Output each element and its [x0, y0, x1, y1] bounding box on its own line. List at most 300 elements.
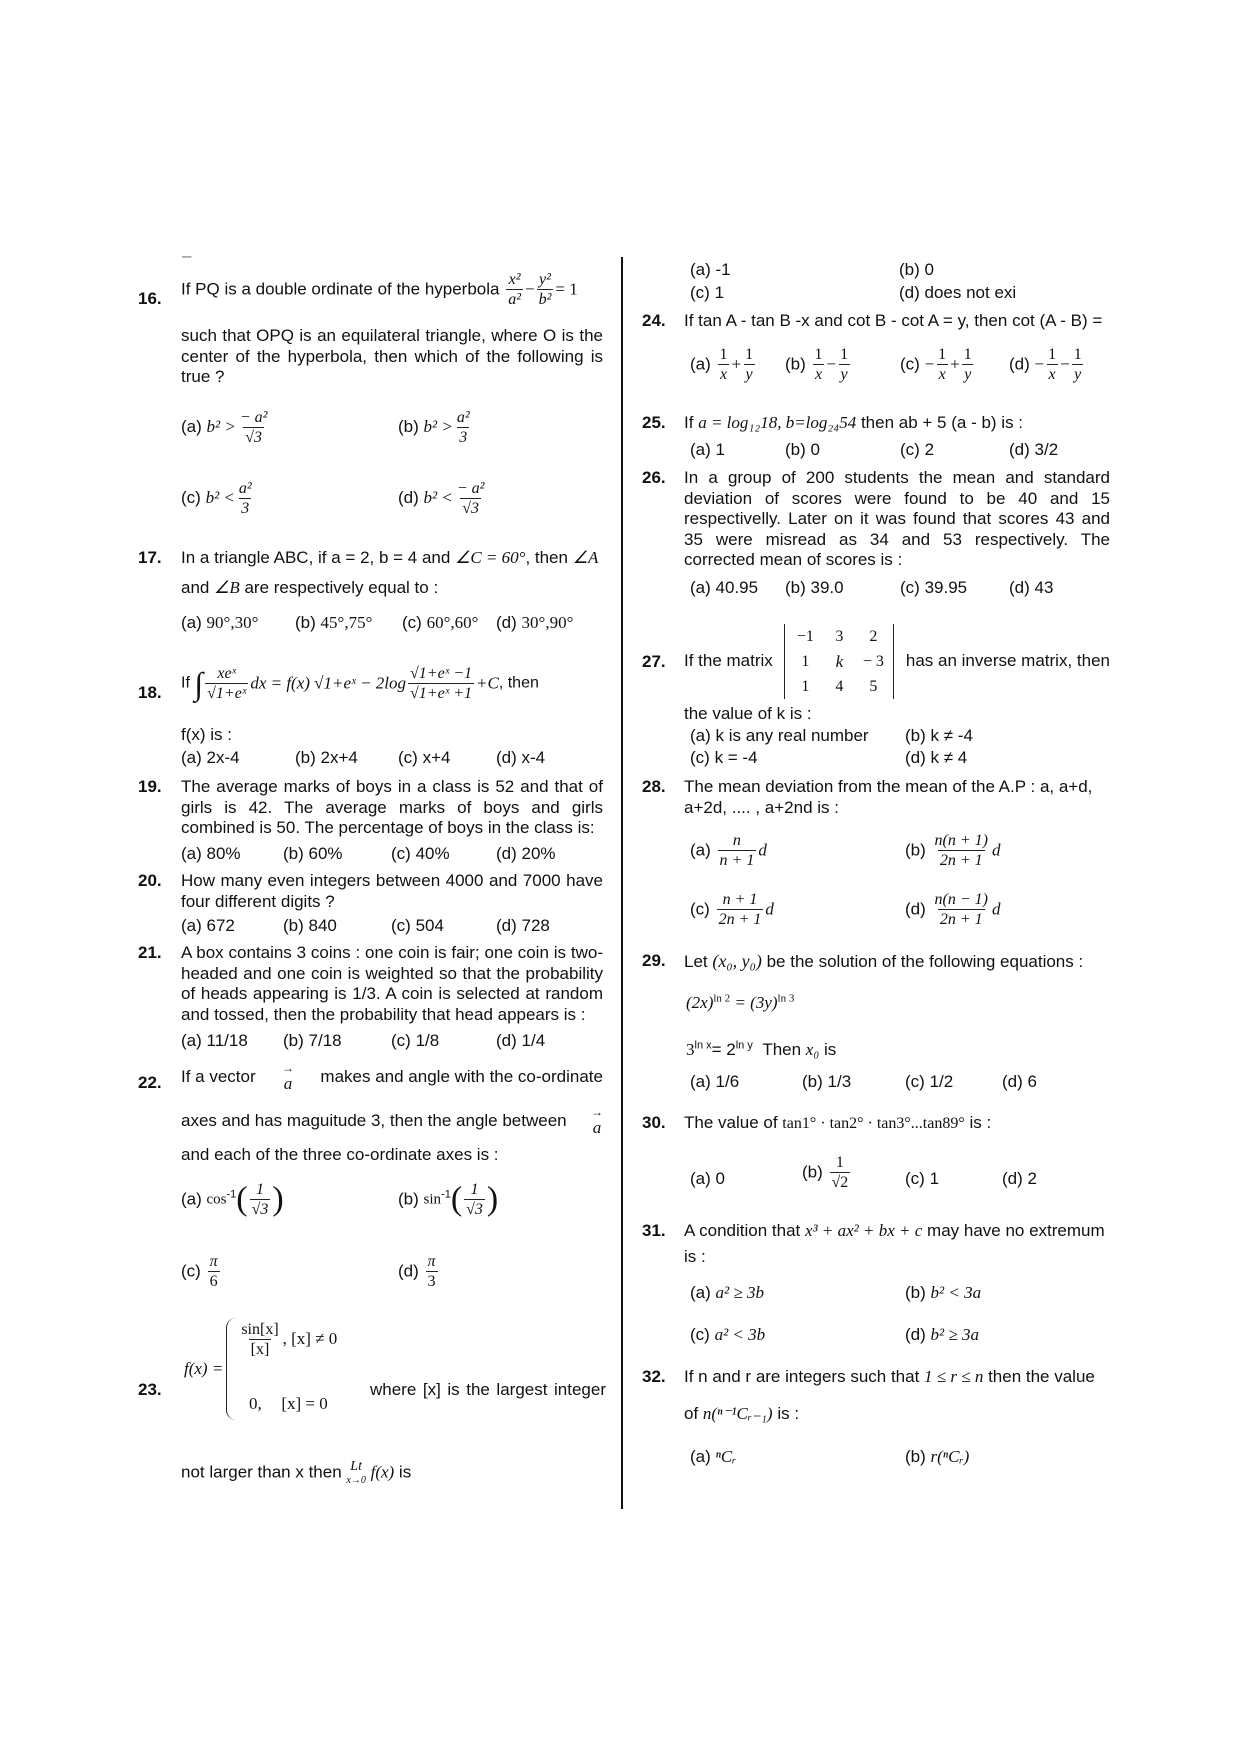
math-text: n(ⁿ⁻¹Cᵣ₋₁) [702, 1404, 773, 1423]
math-text: − [1034, 354, 1045, 374]
math-text: 40% [415, 844, 450, 863]
math-text: be the solution of the following equations : [766, 952, 1084, 971]
fraction-part [205, 664, 248, 703]
math-text: If a vector [181, 1067, 256, 1087]
fraction-part: x [938, 366, 946, 383]
option-b[interactable] [295, 748, 358, 769]
option-b[interactable] [802, 1153, 852, 1192]
math-text: is : [777, 1404, 800, 1423]
fraction-part [1072, 345, 1084, 384]
math-text: 5 [869, 677, 878, 695]
math-text: (b) [905, 1283, 926, 1302]
math-text: (c) [690, 748, 710, 767]
option-d[interactable] [1002, 1169, 1037, 1190]
question-number: 26. [642, 468, 666, 487]
fraction-part [838, 345, 850, 384]
math-text: (b) [283, 844, 304, 863]
fraction-part: 1 [1073, 346, 1082, 363]
math-text: 1 [715, 440, 725, 459]
fraction-part: √2 [831, 1174, 849, 1191]
option-a[interactable] [690, 726, 869, 747]
fraction [506, 270, 523, 309]
math-text: b² < 3a [930, 1283, 982, 1302]
math-text: (d) [398, 1261, 419, 1281]
math-text: is : [969, 1113, 992, 1132]
math-text: (b) [785, 354, 806, 374]
math-text: 3 [686, 1040, 695, 1059]
math-text: 60°,60° [426, 613, 479, 632]
math-text: 60% [308, 844, 343, 863]
math-text: (a) [181, 916, 202, 935]
math-text: k is any real number [715, 726, 869, 745]
question-text-continued [181, 578, 438, 599]
fraction-part [1046, 345, 1058, 384]
option-b[interactable] [905, 831, 1000, 870]
option-c[interactable] [690, 283, 724, 304]
math-text: k [835, 651, 844, 671]
piecewise-function [184, 1318, 337, 1420]
fraction-part: 1 [470, 1181, 479, 1198]
math-text: If n and r are integers such that [684, 1367, 920, 1386]
math-text: (b) [802, 1072, 823, 1091]
question-text [684, 619, 1110, 703]
fraction-part: n + 1 [719, 852, 755, 869]
option-a[interactable] [690, 1283, 764, 1304]
math-text: b² > [206, 416, 236, 436]
math-text: (c) [181, 1261, 201, 1281]
option-c[interactable] [690, 1325, 765, 1346]
question-text: In a group of 200 students the mean and standard deviation of scores were found to be 40 and 15 respectivelly. Later on it was found that scores 43 and 35 were misread as 34 and 53 respectively. The corrected mean of scores is : [684, 468, 1110, 569]
option-d[interactable] [496, 1031, 545, 1052]
question-text [684, 1113, 991, 1135]
math-text: 90°,30° [206, 613, 259, 632]
math-text: f(x) = [184, 1358, 224, 1378]
question-text-continued: is : [684, 1247, 706, 1266]
question-text [684, 413, 1023, 434]
math-text: Then [762, 1040, 802, 1059]
math-text: (d) [496, 1031, 517, 1050]
math-text: k ≠ 4 [930, 748, 968, 767]
math-text: (a) [690, 726, 711, 745]
math-text: 0 [810, 440, 820, 459]
math-text: −1 [796, 627, 814, 645]
fraction-part [239, 1320, 280, 1359]
fraction-part: x [1048, 366, 1056, 383]
math-text: 1 [929, 1169, 940, 1188]
fraction-part [718, 831, 757, 870]
question-number: 18. [138, 683, 162, 702]
math-text: (c) [900, 354, 920, 374]
math-text: +C [476, 673, 499, 693]
option-a[interactable] [690, 1169, 725, 1190]
math-text: (d) [496, 748, 517, 767]
question-number: 22. [138, 1073, 162, 1092]
fraction-part [962, 345, 974, 384]
math-text: (b) [295, 613, 316, 632]
math-text: (x₀, y₀) [712, 951, 762, 971]
option-a[interactable] [181, 844, 241, 865]
fraction [537, 270, 554, 309]
math-text: (b) [398, 1189, 419, 1209]
math-text: tan1° · tan2° · tan3°...tan89° [782, 1115, 965, 1132]
option-a[interactable] [181, 1180, 284, 1219]
math-text: 6 [1027, 1072, 1037, 1091]
option-b[interactable] [283, 844, 343, 865]
math-text: sin [423, 1191, 442, 1208]
fraction-part: − a² [239, 409, 268, 426]
math-text: a² < 3b [714, 1325, 766, 1344]
math-text: (b) [899, 260, 920, 279]
question-number: 31. [642, 1221, 666, 1240]
math-text: (c) [398, 748, 418, 767]
fraction-part: 1 [835, 1154, 844, 1171]
math-text: (c) [690, 283, 710, 302]
math-text: ) [486, 1180, 499, 1218]
math-text: (d) [496, 613, 517, 632]
fraction-part: x² [508, 271, 521, 288]
math-text: x₀ [805, 1040, 820, 1059]
math-text: 2 [924, 440, 935, 459]
fraction-part [830, 1153, 851, 1192]
math-text: (d) [1002, 1072, 1023, 1091]
question-number: 30. [642, 1113, 666, 1132]
fraction-part [718, 345, 730, 384]
math-text: x→0 [346, 1475, 366, 1486]
fraction-part: y [964, 366, 972, 383]
math-text: (b) [905, 1447, 926, 1466]
fraction-part [455, 408, 472, 447]
math-text: dx = f(x) √1+eˣ − 2log [250, 673, 407, 693]
math-text: 30°,90° [521, 613, 574, 632]
column-divider [621, 257, 623, 1509]
option-d[interactable] [398, 1252, 440, 1291]
question-number: 20. [138, 871, 162, 890]
fraction-part: [x] [250, 1341, 270, 1358]
math-text: (b) [905, 726, 926, 745]
question-number: 19. [138, 777, 162, 796]
option-c[interactable] [900, 345, 976, 384]
math-text: (b) [295, 748, 316, 767]
fraction-part: b² [538, 291, 552, 308]
fraction-part: 1 [745, 346, 754, 363]
math-text: 3/2 [1034, 440, 1059, 459]
option-c[interactable] [690, 890, 774, 929]
math-text: (a) [690, 260, 711, 279]
math-text: ∠B [214, 578, 240, 597]
math-text: 2x-4 [206, 748, 240, 767]
option-b[interactable] [398, 408, 474, 447]
math-text: (d) [496, 844, 517, 863]
fraction-part: 1 [719, 346, 728, 363]
question-text: where [x] is the largest integer [370, 1380, 606, 1399]
option-a[interactable] [690, 1447, 736, 1468]
option-d[interactable] [1009, 578, 1053, 599]
fraction-part: π [209, 1253, 218, 1270]
fraction-part [933, 831, 990, 870]
option-d[interactable] [496, 748, 545, 769]
option-b[interactable] [785, 345, 852, 384]
option-a[interactable] [690, 345, 757, 384]
option-b[interactable] [802, 1072, 851, 1093]
math-text: 0 [715, 1169, 725, 1188]
math-text: b² > [423, 416, 453, 436]
question-text-continued: the value of k is : [684, 704, 812, 723]
fraction-part: n + 1 [722, 891, 758, 908]
math-text: b² < [205, 487, 235, 507]
math-text: (b) [785, 440, 806, 459]
question-text [181, 548, 598, 569]
math-text: (c) [690, 1325, 710, 1344]
math-text: 3 [835, 627, 844, 645]
question-number: 25. [642, 413, 666, 432]
math-text: (d) [1009, 440, 1030, 459]
option-a[interactable] [690, 260, 731, 281]
math-text: → [282, 1061, 295, 1075]
math-text: 1 [714, 283, 725, 302]
math-text: is [824, 1040, 837, 1059]
limit [346, 1459, 365, 1487]
option-a[interactable] [690, 440, 725, 461]
math-text: − [924, 354, 935, 374]
fraction-part [250, 1180, 271, 1219]
math-text: (d) [1002, 1169, 1023, 1188]
fraction-part: √1+eˣ −1 [410, 665, 473, 682]
math-text: (a) [690, 1283, 711, 1302]
option-c[interactable] [391, 1031, 439, 1052]
text: If PQ is a double ordinate of the hyperbola [181, 279, 500, 299]
option-c[interactable] [690, 748, 758, 769]
option-d[interactable] [496, 916, 550, 937]
math-text: d [758, 840, 767, 860]
option-c[interactable] [391, 844, 450, 865]
option-a[interactable] [181, 916, 235, 937]
option-d[interactable] [905, 748, 967, 769]
fraction-part: 2n + 1 [718, 911, 762, 928]
math-text: d [991, 840, 1001, 860]
math-text: (c) [905, 1072, 925, 1091]
math-text: (d) [905, 1325, 926, 1344]
option-a[interactable] [181, 613, 258, 634]
math-text: 672 [206, 916, 235, 935]
math-text: does not exi [924, 283, 1017, 302]
option-b[interactable] [905, 726, 973, 747]
option-c[interactable] [900, 440, 934, 461]
math-text: and [181, 578, 210, 597]
math-text: d [765, 899, 774, 919]
fraction-part: n(n − 1) [934, 891, 988, 908]
option-d[interactable] [905, 1325, 979, 1346]
fraction-part: 1 [256, 1181, 265, 1198]
question-text-continued [684, 1404, 799, 1425]
option-c[interactable] [391, 916, 444, 937]
math-text: [x] = 0 [281, 1393, 328, 1413]
math-text: 1 [801, 677, 810, 695]
math-text: 728 [521, 916, 550, 935]
fraction-part: π [427, 1253, 436, 1270]
math-text: a [592, 1118, 602, 1137]
option-b[interactable] [283, 1031, 342, 1052]
math-text: x³ + ax² + bx + c [805, 1221, 923, 1240]
option-d[interactable] [496, 844, 556, 865]
question-text-continued [181, 1459, 411, 1487]
math-text: (d) [899, 283, 920, 302]
option-c[interactable] [398, 748, 450, 769]
fraction-part [936, 345, 948, 384]
option-b[interactable] [283, 916, 337, 937]
option-c[interactable] [900, 578, 967, 599]
matrix [784, 624, 894, 699]
fraction-part [426, 1252, 438, 1291]
fraction-part: 1 [1048, 346, 1057, 363]
math-text: A condition that [684, 1221, 801, 1240]
option-d[interactable] [1009, 345, 1086, 384]
math-text: + [950, 354, 960, 374]
math-text: b² < [423, 487, 453, 507]
option-d[interactable] [398, 479, 488, 518]
question-number: 23. [138, 1380, 162, 1399]
math-text: 2x+4 [320, 748, 358, 767]
option-a[interactable] [181, 748, 240, 769]
question-text [684, 951, 1083, 973]
option-c[interactable] [181, 479, 256, 518]
math-text: (a) [690, 840, 711, 860]
option-a[interactable] [690, 831, 767, 870]
math-text: x-4 [521, 748, 546, 767]
math-text: makes and angle with the co-ordinate [320, 1067, 603, 1087]
math-text: (c) [391, 916, 411, 935]
question-text [181, 270, 578, 309]
math-text: ( [236, 1180, 248, 1218]
question-number: 27. [642, 652, 666, 671]
fraction-part: 1 [840, 346, 849, 363]
fraction-part: √3 [462, 500, 480, 517]
option-c[interactable] [905, 1072, 953, 1093]
math-text: (d) [496, 916, 517, 935]
math-text: then ab + 5 (a - b) is : [860, 413, 1024, 432]
question-text-continued: and each of the three co-ordinate axes is : [181, 1145, 499, 1164]
option-d[interactable] [496, 613, 573, 634]
option-c[interactable] [402, 613, 478, 634]
option-a[interactable] [690, 1072, 739, 1093]
math-text: = (3y) [730, 993, 778, 1012]
math-text: 0, [248, 1393, 262, 1413]
question-number: 16. [138, 289, 162, 308]
vector-a [591, 1106, 603, 1137]
option-a[interactable] [690, 578, 758, 599]
fraction-part: n(n + 1) [934, 832, 988, 849]
math-text: (c) [181, 487, 201, 507]
math-text: b² ≥ 3a [930, 1325, 979, 1344]
math-text [237, 1394, 337, 1415]
math-text: of [684, 1404, 699, 1423]
math-text: 4 [835, 677, 844, 695]
math-text: 1 [801, 652, 810, 670]
math-text: ∠C = 60° [455, 548, 526, 567]
math-text: 1/8 [415, 1031, 440, 1050]
question-number: 17. [138, 548, 162, 567]
math-text: , then [525, 548, 568, 567]
fraction-part: √1+eˣ [207, 685, 247, 702]
math-text: 20% [521, 844, 556, 863]
option-b[interactable] [905, 1283, 981, 1304]
option-b[interactable] [295, 613, 372, 634]
math-text: In a triangle ABC, if a = 2, b = 4 and [181, 548, 451, 567]
math-text: → [591, 1105, 603, 1119]
fraction-part: √3 [251, 1201, 269, 1218]
option-a[interactable] [181, 1031, 248, 1052]
option-d[interactable] [905, 890, 1000, 929]
math-text: (d) [905, 748, 926, 767]
fraction-part: √3 [245, 429, 263, 446]
math-text: d [991, 899, 1001, 919]
math-text: axes and has maguitude 3, then the angle between [181, 1111, 567, 1131]
math-text: − 3 [862, 652, 884, 670]
math-text: cos [206, 1191, 227, 1208]
integral-sign: ∫ [194, 665, 204, 702]
math-text: ln 2 [713, 992, 731, 1005]
option-d[interactable] [899, 283, 1016, 304]
fraction-part [464, 1180, 485, 1219]
math-text: (b) [905, 840, 926, 860]
option-b[interactable] [785, 578, 844, 599]
math-text: 39.0 [810, 578, 844, 597]
math-text: (a) [690, 1072, 711, 1091]
question-text-continued: such that OPQ is an equilateral triangle, where O is the center of the hyperbola, then which of the following is true ? [181, 326, 603, 386]
fraction-part: 1 [814, 346, 823, 363]
math-text: a = log₁₂18, b=log₂₄54 [698, 413, 857, 432]
question-number: 21. [138, 943, 162, 962]
math-text: (a) [181, 844, 202, 863]
math-text: (c) [690, 899, 710, 919]
math-text: 1/3 [827, 1072, 852, 1091]
math-text: is [398, 1462, 412, 1482]
math-text: 11/18 [206, 1031, 248, 1050]
question-text-continued: f(x) is : [181, 725, 232, 744]
math-text: k ≠ -4 [930, 726, 973, 745]
math-text: 1 ≤ r ≤ n [924, 1367, 984, 1386]
math-text: (d) [905, 899, 926, 919]
question-text [181, 1062, 603, 1093]
fraction-part: y [745, 366, 753, 383]
math-text: 2 [1027, 1169, 1037, 1188]
math-text: , [x] ≠ 0 [282, 1328, 338, 1348]
option-b[interactable] [905, 1447, 969, 1468]
math-text: -1 [226, 1188, 237, 1201]
math-text: 504 [415, 916, 444, 935]
option-d[interactable] [1002, 1072, 1037, 1093]
fraction-part: y² [539, 271, 551, 288]
option-a[interactable] [181, 408, 271, 447]
math-text: not larger than x then [181, 1462, 342, 1482]
option-b[interactable] [899, 260, 934, 281]
fraction-part: − a² [456, 480, 485, 497]
fraction-part: a² [508, 291, 522, 308]
option-b[interactable] [398, 1180, 498, 1219]
option-b[interactable] [785, 440, 820, 461]
option-c[interactable] [905, 1169, 939, 1190]
math-text: If the matrix [684, 650, 773, 670]
math-text [226, 1318, 337, 1420]
option-d[interactable] [1009, 440, 1058, 461]
fraction-part: n [732, 832, 741, 849]
math-text: -1 [441, 1188, 451, 1201]
math-text: ln y [735, 1039, 753, 1052]
fraction-part [208, 1252, 220, 1291]
question-text-continued [181, 1106, 603, 1137]
question-text [684, 1367, 1095, 1388]
question-number: 29. [642, 951, 666, 970]
option-c[interactable] [181, 1252, 222, 1291]
